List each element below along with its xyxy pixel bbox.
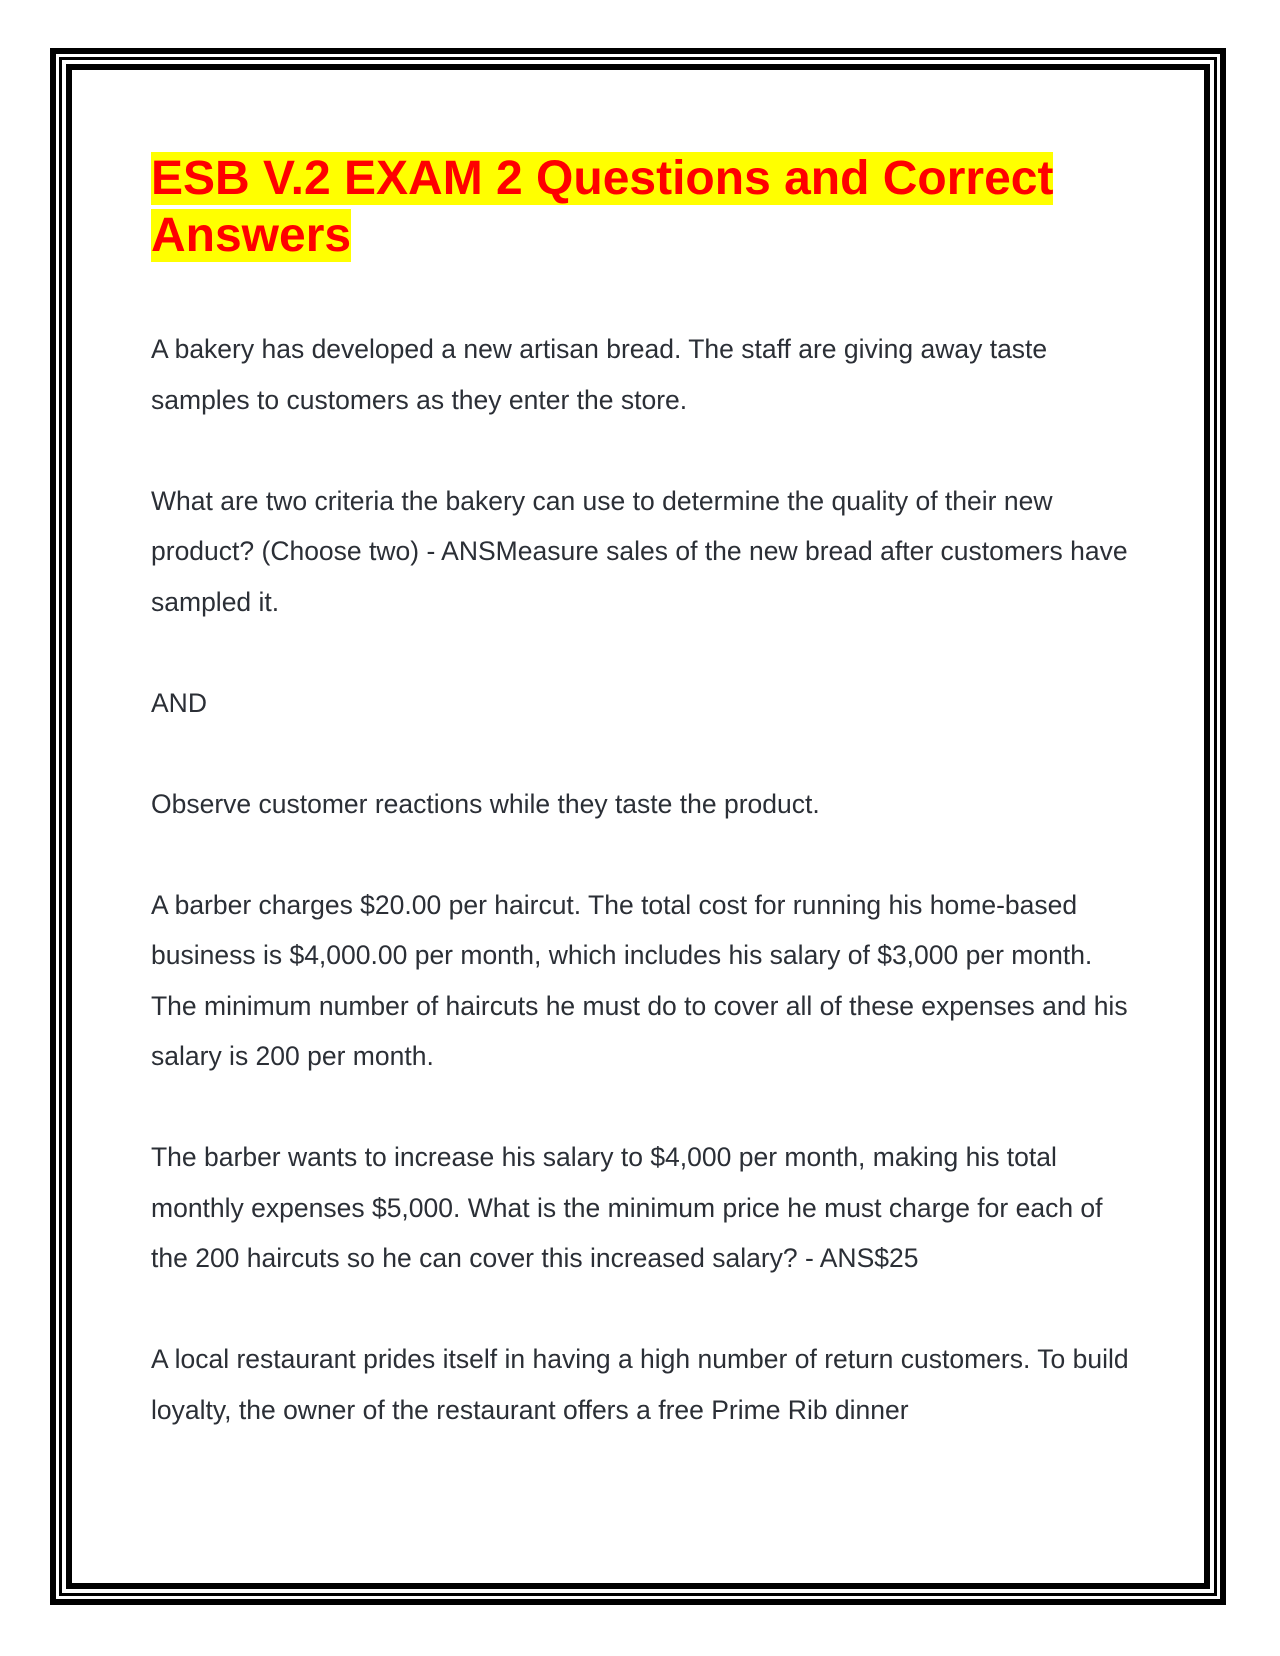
paragraph-and: AND xyxy=(151,687,207,718)
paragraph-barber-question: The barber wants to increase his salary to $4,000 per month, making his total monthly expenses $5,000. What is the minimum price he must charge for each of the 200 haircuts so he can cover this increased salary? - ANS$25 xyxy=(151,1142,1103,1273)
paragraph-bakery-question: What are two criteria the bakery can use to determine the quality of their new product? (Choose two) - ANSMeasure sales of the new bread after customers have sampled it. xyxy=(151,485,1128,617)
document-body xyxy=(151,150,1131,1435)
document-title: ESB V.2 EXAM 2 Questions and Correct Answers xyxy=(151,152,1054,262)
paragraph-barber-intro: A barber charges $20.00 per haircut. The total cost for running his home-based business is $4,000.00 per month, which includes his salary of $3,000 per month. The minimum number of haircuts he must do to cover all of these expenses and his salary is 200 per month. xyxy=(151,889,1128,1071)
paragraph-bakery-intro: A bakery has developed a new artisan bread. The staff are giving away taste samples to customers as they enter the store. xyxy=(151,334,1048,415)
paragraph-restaurant: A local restaurant prides itself in having a high number of return customers. To build loyalty, the owner of the restaurant offers a free Prime Rib dinner xyxy=(151,1344,1129,1425)
paragraph-observe: Observe customer reactions while they taste the product. xyxy=(151,788,820,819)
